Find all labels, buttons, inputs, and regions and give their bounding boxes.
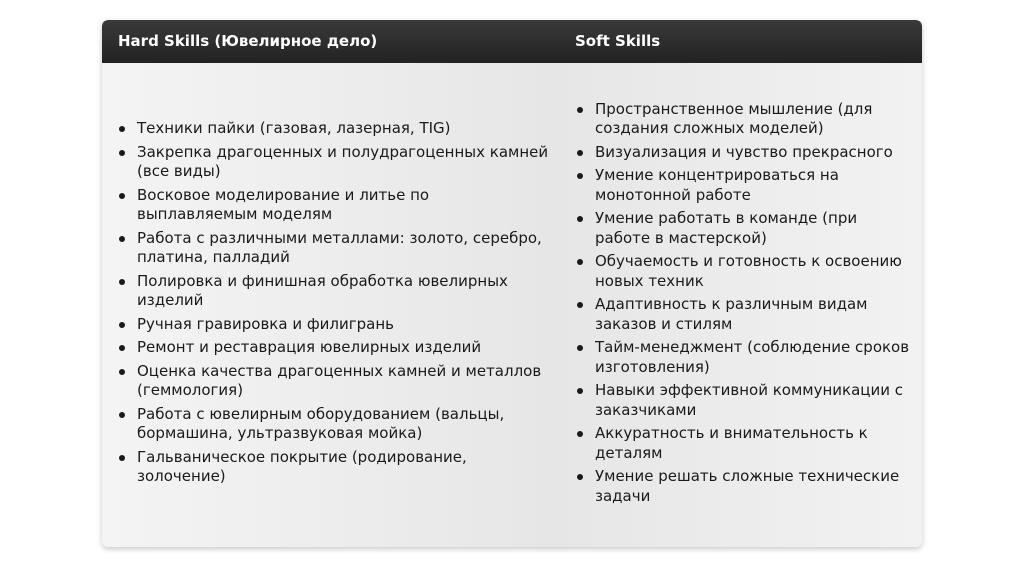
- list-item: [558, 424, 922, 463]
- bullet-icon: [577, 173, 583, 179]
- bullet-icon: [119, 193, 125, 199]
- list-item: [558, 252, 922, 291]
- list-item: [102, 186, 558, 225]
- bullet-icon: [119, 150, 125, 156]
- soft-skill-text: Обучаемость и готовность к освоению новых техник: [595, 252, 902, 290]
- bullet-icon: [577, 345, 583, 351]
- list-item: [102, 448, 558, 487]
- soft-skills-column: [558, 63, 922, 547]
- bullet-icon: [119, 322, 125, 328]
- list-item: [558, 381, 922, 420]
- list-item: [102, 338, 558, 358]
- list-item: [558, 467, 922, 506]
- list-item: [102, 119, 558, 139]
- list-item: [558, 209, 922, 248]
- list-item: [102, 405, 558, 444]
- hard-skills-column: [102, 63, 558, 547]
- bullet-icon: [577, 150, 583, 156]
- list-item: [102, 143, 558, 182]
- list-item: [102, 362, 558, 401]
- list-item: [558, 100, 922, 139]
- bullet-icon: [577, 302, 583, 308]
- hard-skill-text: Восковое моделирование и литье по выплавляемым моделям: [137, 185, 430, 224]
- hard-skill-text: Ремонт и реставрация ювелирных изделий: [137, 338, 482, 357]
- bullet-icon: [577, 259, 583, 265]
- hard-skill-text: Работа с различными металлами: золото, серебро, платина, палладий: [137, 228, 542, 267]
- hard-skill-text: Техники пайки (газовая, лазерная, TIG): [137, 119, 451, 138]
- list-item: [102, 229, 558, 268]
- bullet-icon: [119, 455, 125, 461]
- bullet-icon: [119, 279, 125, 285]
- bullet-icon: [119, 236, 125, 242]
- soft-skill-text: Адаптивность к различным видам заказов и стилям: [595, 295, 868, 333]
- bullet-icon: [119, 345, 125, 351]
- soft-skill-text: Умение концентрироваться на монотонной работе: [595, 166, 839, 204]
- table-header: [102, 20, 922, 63]
- hard-skill-text: Работа с ювелирным оборудованием (вальцы, бормашина, ультразвуковая мойка): [137, 404, 505, 443]
- hard-skill-text: Закрепка драгоценных и полудрагоценных камней (все виды): [137, 142, 549, 181]
- soft-skill-text: Умение работать в команде (при работе в мастерской): [595, 209, 858, 247]
- skills-table: [102, 20, 922, 547]
- soft-skills-list: [558, 100, 922, 511]
- soft-skill-text: Визуализация и чувство прекрасного: [595, 142, 893, 161]
- soft-skill-text: Навыки эффективной коммуникации с заказчиками: [595, 381, 904, 419]
- hard-skill-text: Гальваническое покрытие (родирование, золочение): [137, 447, 467, 486]
- list-item: [102, 315, 558, 335]
- hard-skill-text: Оценка качества драгоценных камней и металлов (геммология): [137, 361, 542, 400]
- bullet-icon: [577, 216, 583, 222]
- bullet-icon: [119, 126, 125, 132]
- bullet-icon: [119, 412, 125, 418]
- list-item: [558, 295, 922, 334]
- hard-skill-text: Ручная гравировка и филигрань: [137, 314, 394, 333]
- soft-skill-text: Умение решать сложные технические задачи: [595, 467, 900, 505]
- list-item: [102, 272, 558, 311]
- hard-skills-list: [102, 119, 558, 491]
- soft-skill-text: Аккуратность и внимательность к деталям: [595, 424, 868, 462]
- bullet-icon: [577, 431, 583, 437]
- bullet-icon: [119, 369, 125, 375]
- list-item: [558, 166, 922, 205]
- header-hard-skills: Hard Skills (Ювелирное дело): [118, 32, 378, 50]
- soft-skill-text: Пространственное мышление (для создания сложных моделей): [595, 99, 873, 138]
- soft-skill-text: Тайм-менеджмент (соблюдение сроков изготовления): [595, 338, 910, 376]
- bullet-icon: [577, 388, 583, 394]
- header-soft-skills: Soft Skills: [575, 32, 661, 50]
- bullet-icon: [577, 474, 583, 480]
- bullet-icon: [577, 107, 583, 113]
- list-item: [558, 143, 922, 163]
- hard-skill-text: Полировка и финишная обработка ювелирных изделий: [137, 271, 508, 310]
- list-item: [558, 338, 922, 377]
